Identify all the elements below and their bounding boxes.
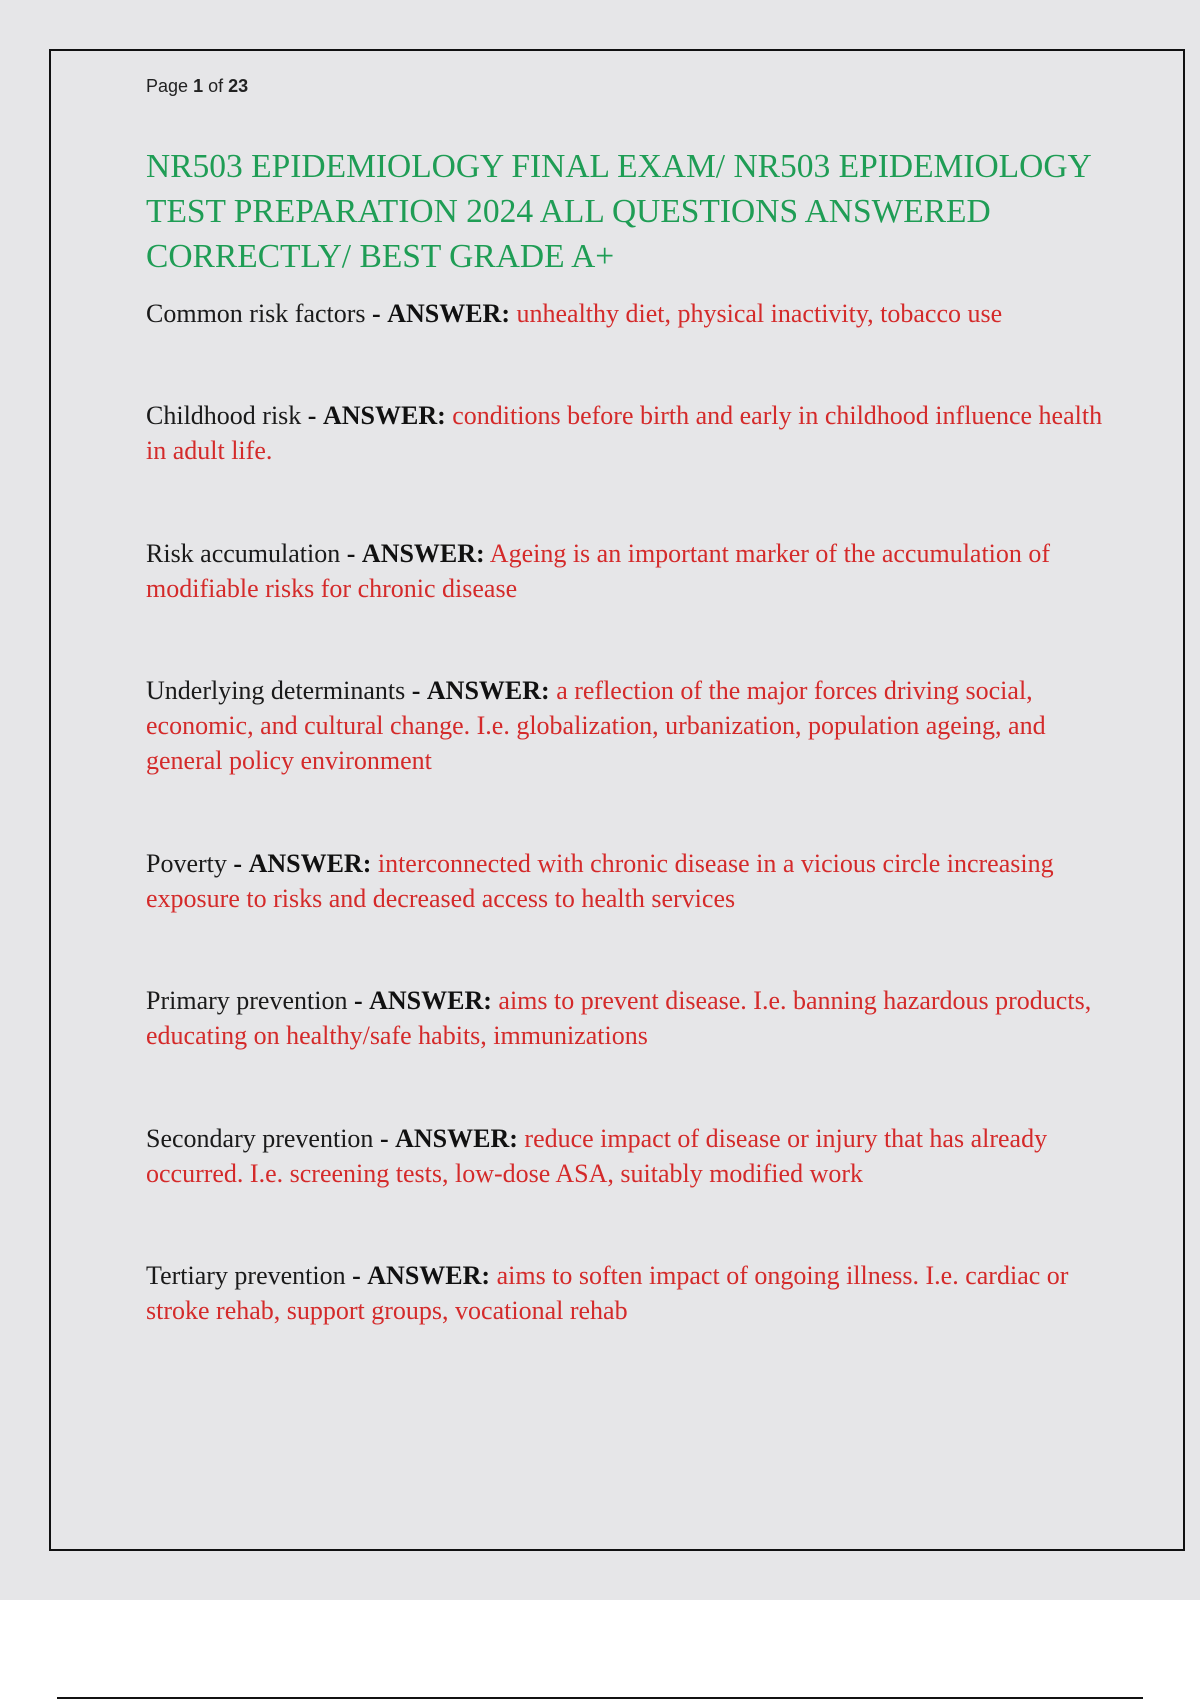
page-number: [146, 76, 248, 97]
next-page-area: [0, 1600, 1200, 1700]
qa-term: Tertiary prevention: [146, 1261, 346, 1290]
qa-separator: -: [233, 849, 243, 878]
qa-item-childhood-risk: [146, 398, 1106, 468]
page-of: of: [208, 76, 224, 96]
qa-term: Underlying determinants: [146, 676, 406, 705]
qa-term: Poverty: [146, 849, 227, 878]
answer-label: ANSWER:: [369, 986, 492, 1015]
qa-item-poverty: [146, 846, 1106, 916]
answer-label: ANSWER:: [367, 1261, 491, 1290]
answer-label: ANSWER:: [361, 539, 485, 568]
qa-item-underlying-determinants: [146, 673, 1106, 778]
document-title: NR503 EPIDEMIOLOGY FINAL EXAM/ NR503 EPIDEMIOLOGY TEST PREPARATION 2024 ALL QUESTIONS ANSWERED CORRECTLY/ BEST GRADE A+: [146, 148, 1091, 275]
qa-term: Common risk factors: [146, 299, 366, 328]
qa-answer: a reflection of the major forces driving social, economic, and cultural change. I.e. globalization, urbanization, population ageing, and general policy environment: [146, 676, 1046, 775]
qa-item-primary-prevention: [146, 983, 1106, 1053]
qa-separator: -: [411, 676, 421, 705]
qa-separator: -: [346, 539, 356, 568]
answer-label: ANSWER:: [426, 676, 550, 705]
qa-separator: -: [353, 986, 363, 1015]
qa-term: Primary prevention: [146, 986, 348, 1015]
qa-answer: unhealthy diet, physical inactivity, tobacco use: [516, 299, 1003, 328]
qa-answer: aims to prevent disease. I.e. banning hazardous products, educating on healthy/safe habits, immunizations: [146, 986, 1092, 1050]
answer-label: ANSWER:: [387, 299, 510, 328]
page-current: 1: [193, 76, 204, 96]
qa-item-common-risk-factors: [146, 296, 1106, 331]
qa-separator: -: [379, 1124, 389, 1153]
answer-label: ANSWER:: [248, 849, 372, 878]
qa-term: Risk accumulation: [146, 539, 341, 568]
qa-separator: -: [372, 299, 381, 328]
qa-separator: -: [307, 401, 317, 430]
qa-answer: conditions before birth and early in childhood influence health in adult life.: [146, 401, 1103, 465]
qa-item-tertiary-prevention: [146, 1258, 1106, 1328]
qa-separator: -: [352, 1261, 361, 1290]
qa-term: Childhood risk: [146, 401, 302, 430]
page-label: Page: [146, 76, 189, 96]
qa-answer: interconnected with chronic disease in a vicious circle increasing exposure to risks and decreased access to health services: [146, 849, 1054, 913]
qa-answer: Ageing is an important marker of the accumulation of modifiable risks for chronic disease: [146, 539, 1051, 603]
qa-answer: aims to soften impact of ongoing illness. I.e. cardiac or stroke rehab, support groups, vocational rehab: [146, 1261, 1069, 1325]
qa-answer: reduce impact of disease or injury that has already occurred. I.e. screening tests, low-dose ASA, suitably modified work: [146, 1124, 1048, 1188]
qa-item-secondary-prevention: [146, 1121, 1106, 1191]
answer-label: ANSWER:: [322, 401, 446, 430]
qa-term: Secondary prevention: [146, 1124, 374, 1153]
qa-item-risk-accumulation: [146, 536, 1106, 606]
page-total: 23: [228, 76, 249, 96]
answer-label: ANSWER:: [395, 1124, 518, 1153]
next-page-border: [57, 1697, 1143, 1699]
